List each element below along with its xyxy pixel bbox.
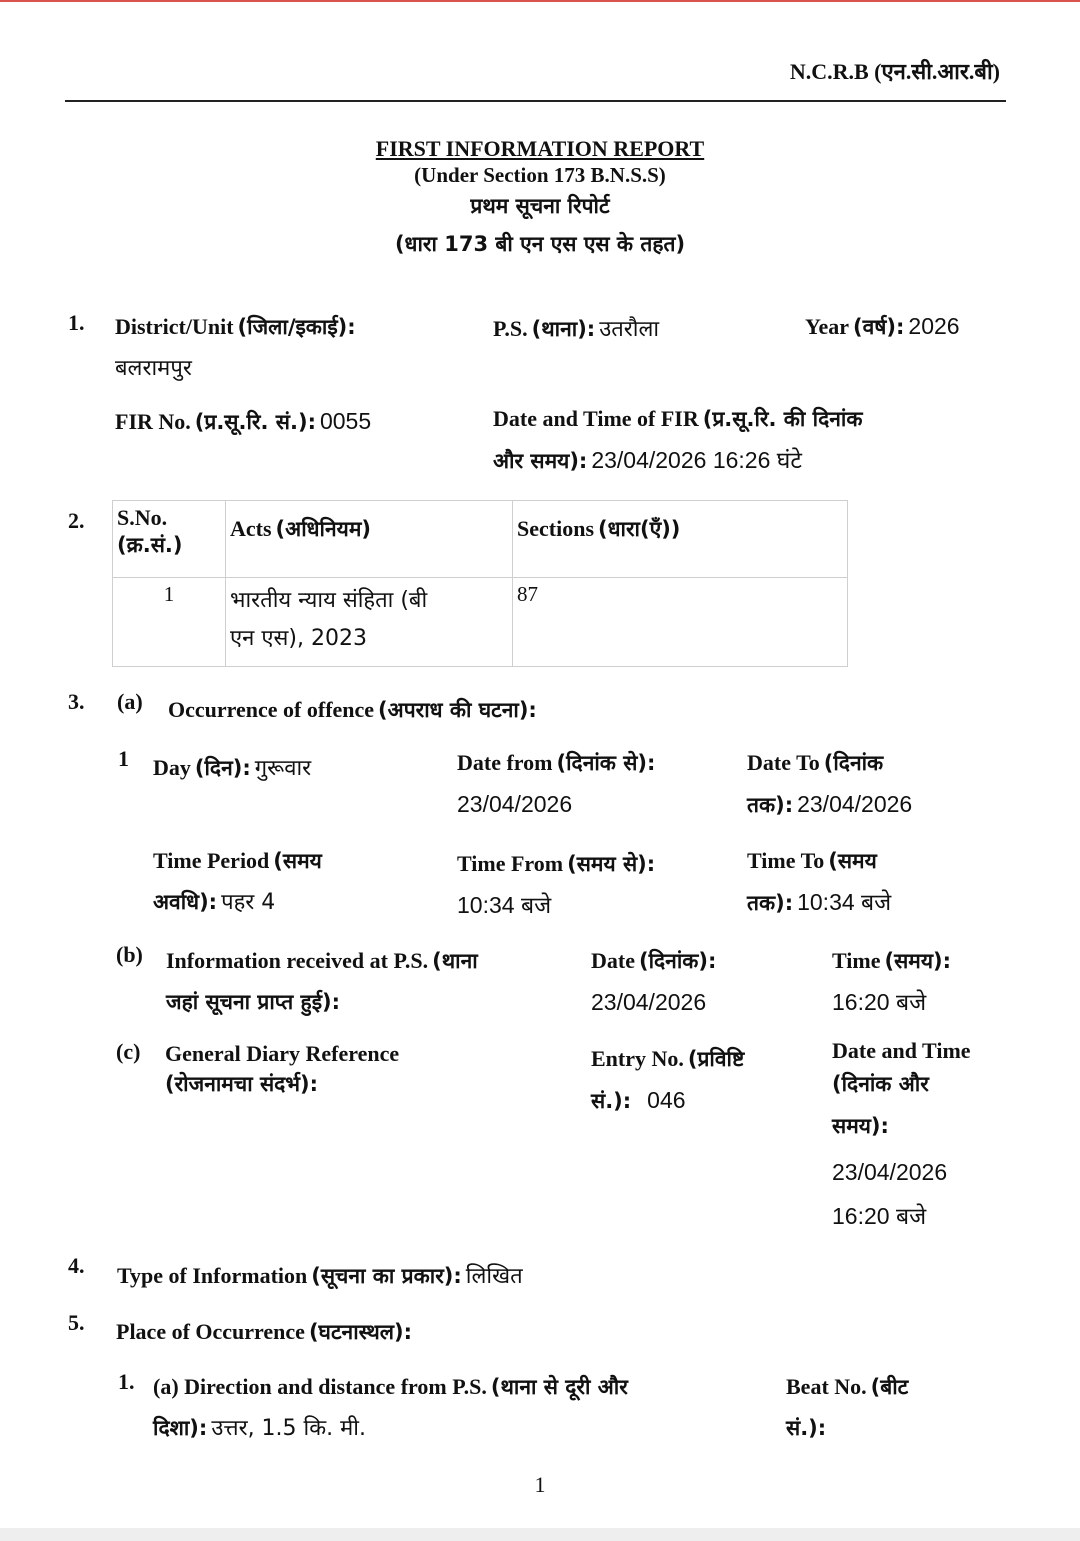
info-received-label: Information received at P.S.	[166, 948, 429, 973]
time-to-label: Time To	[747, 848, 825, 873]
entry-no-value: 046	[647, 1087, 686, 1113]
date-from-value: 23/04/2026	[457, 791, 573, 817]
time-period-label-hi-2: अवधि):	[153, 890, 218, 914]
time-to-label-hi: (समय	[828, 849, 877, 873]
fir-number-field	[115, 408, 371, 436]
info-type-label-hi: (सूचना का प्रकार):	[311, 1264, 462, 1288]
ps-label: P.S.	[493, 316, 528, 341]
col-sno-label-hi: (क्र.सं.)	[117, 533, 183, 557]
time-to-value: 10:34 बजे	[797, 889, 892, 915]
received-date-label: Date	[591, 948, 635, 973]
col-sections-label-hi: (धारा(एँ))	[598, 517, 681, 541]
col-sections-label: Sections	[517, 516, 594, 541]
occurrence-sub-number: 1	[118, 746, 129, 771]
row-sno	[113, 578, 226, 667]
info-received-field	[166, 942, 566, 1021]
time-from-label-hi: (समय से):	[567, 852, 656, 876]
page-number: 1	[534, 1472, 546, 1497]
top-accent-line	[0, 0, 1080, 2]
beat-no-field	[786, 1368, 1006, 1447]
info-type-label: Type of Information	[117, 1263, 308, 1288]
year-label: Year	[805, 314, 849, 339]
received-time-field	[832, 942, 1032, 1021]
row-act	[226, 578, 513, 667]
section-4-number: 4.	[68, 1253, 85, 1278]
time-to-label-hi-2: तक):	[747, 891, 794, 915]
place-sub-number: 1.	[118, 1369, 135, 1394]
section-3b-marker: (b)	[116, 942, 143, 967]
entry-no-field	[591, 1040, 811, 1123]
date-to-field	[747, 744, 1007, 827]
fir-datetime-label-hi: (प्र.सू.रि. की दिनांक	[702, 407, 863, 431]
fir-datetime-label: Date and Time of FIR	[493, 406, 699, 431]
beat-label: Beat No.	[786, 1374, 867, 1399]
info-type-value: लिखित	[465, 1264, 523, 1289]
ps-value: उतरौला	[599, 317, 660, 342]
place-of-occurrence-field	[116, 1318, 412, 1346]
section-3-number: 3.	[68, 689, 85, 714]
diary-datetime-label-hi: (दिनांक और	[832, 1072, 929, 1096]
time-period-field	[153, 842, 443, 924]
received-time-label-hi: (समय):	[884, 949, 952, 973]
row-section-value: 87	[517, 582, 538, 606]
date-from-label-hi: (दिनांक से):	[556, 751, 656, 775]
general-diary-field	[165, 1039, 565, 1099]
title-hi-sub: (धारा 173 बी एन एस एस के तहत)	[394, 232, 686, 256]
title-hi: प्रथम सूचना रिपोर्ट	[470, 194, 610, 218]
district-label-hi: (जिला/इकाई):	[237, 315, 356, 339]
direction-label-hi-2: दिशा):	[153, 1416, 208, 1440]
row-section	[513, 578, 848, 667]
info-received-label-hi: (थाना	[432, 949, 478, 973]
year-value: 2026	[908, 313, 960, 339]
col-sections-header	[513, 501, 848, 578]
district-label: District/Unit	[115, 314, 234, 339]
diary-date-value: 23/04/2026	[832, 1159, 948, 1185]
received-date-value: 23/04/2026	[591, 989, 707, 1015]
received-time-value: 16:20 बजे	[832, 989, 927, 1015]
direction-label-hi: (थाना से दूरी और	[490, 1375, 628, 1399]
col-acts-label-hi: (अधिनियम)	[275, 517, 371, 541]
time-from-label: Time From	[457, 851, 564, 876]
direction-label: (a) Direction and distance from P.S.	[153, 1374, 487, 1399]
ncrb-header	[790, 56, 1000, 86]
direction-distance-field	[153, 1368, 773, 1450]
received-time-label: Time	[832, 948, 881, 973]
row-act-line1: भारतीय न्याय संहिता (बी	[230, 588, 428, 613]
time-to-field	[747, 842, 1007, 925]
info-received-label-hi-2: जहां सूचना प्राप्त हुई):	[166, 990, 341, 1014]
row-sno-value: 1	[163, 582, 175, 606]
time-period-value: पहर 4	[221, 890, 276, 915]
date-to-label: Date To	[747, 750, 820, 775]
entry-no-label-hi: (प्रविष्टि	[687, 1047, 745, 1071]
row-act-line2: एन एस), 2023	[230, 626, 367, 651]
day-label-hi: (दिन):	[194, 756, 251, 780]
district-value: बलरामपुर	[115, 356, 192, 381]
report-title	[0, 136, 1080, 258]
viewer-bottom-bar	[0, 1528, 1080, 1541]
fir-value: 0055	[319, 408, 372, 434]
district-field	[115, 313, 356, 341]
occurrence-title-en: Occurrence of offence	[168, 697, 375, 722]
table-row	[113, 578, 848, 667]
general-diary-label: General Diary Reference	[165, 1041, 400, 1066]
received-date-label-hi: (दिनांक):	[638, 949, 717, 973]
occurrence-title-hi: (अपराध की घटना):	[378, 698, 537, 722]
fir-label-hi: (प्र.सू.रि. सं.):	[194, 410, 316, 434]
ps-field	[493, 313, 659, 343]
entry-no-label-hi-2: सं.):	[591, 1089, 632, 1113]
col-sno-label: S.No.	[117, 505, 168, 530]
section-5-number: 5.	[68, 1310, 85, 1335]
date-from-label: Date from	[457, 750, 553, 775]
received-date-field	[591, 942, 811, 1021]
diary-datetime-label: Date and Time	[832, 1038, 971, 1063]
day-value: गुरूवार	[254, 756, 312, 781]
day-field	[153, 752, 311, 782]
diary-time-value: 16:20 बजे	[832, 1203, 927, 1229]
col-acts-header	[226, 501, 513, 578]
section-3a-marker: (a)	[117, 689, 143, 714]
general-diary-label-hi: (रोजनामचा संदर्भ):	[165, 1072, 319, 1096]
fir-label: FIR No.	[115, 409, 191, 434]
ncrb-label: N.C.R.B (एन.सी.आर.बी)	[789, 59, 1000, 84]
section-2-number: 2.	[68, 508, 85, 533]
col-sno-header	[113, 501, 226, 578]
date-to-label-hi-2: तक):	[747, 793, 794, 817]
year-label-hi: (वर्ष):	[852, 315, 905, 339]
date-from-field	[457, 744, 727, 823]
diary-datetime-label-hi-2: समय):	[832, 1114, 889, 1138]
info-type-field	[117, 1260, 523, 1290]
header-divider	[65, 100, 1006, 102]
section-1-number: 1.	[68, 310, 85, 335]
diary-datetime-field	[832, 1036, 1032, 1238]
date-to-label-hi: (दिनांक	[823, 751, 884, 775]
entry-no-label: Entry No.	[591, 1046, 684, 1071]
place-label: Place of Occurrence	[116, 1319, 305, 1344]
fir-datetime-value: 23/04/2026 16:26 घंटे	[591, 447, 802, 473]
fir-datetime-label-hi-2: और समय):	[493, 449, 588, 473]
date-to-value: 23/04/2026	[797, 791, 913, 817]
acts-table	[112, 500, 848, 667]
day-label: Day	[153, 755, 191, 780]
beat-label-hi-2: सं.):	[786, 1416, 827, 1440]
ps-label-hi: (थाना):	[531, 317, 596, 341]
time-period-label-hi: (समय	[273, 849, 322, 873]
place-label-hi: (घटनास्थल):	[308, 1320, 413, 1344]
fir-datetime-field	[493, 400, 973, 483]
title-en: FIRST INFORMATION REPORT	[375, 136, 705, 161]
col-acts-label: Acts	[230, 516, 272, 541]
time-period-label: Time Period	[153, 848, 270, 873]
occurrence-title	[168, 696, 537, 724]
year-field	[805, 313, 960, 341]
time-from-value: 10:34 बजे	[457, 892, 552, 918]
acts-table-header	[113, 501, 848, 578]
section-3c-marker: (c)	[116, 1039, 141, 1064]
beat-label-hi: (बीट	[870, 1375, 909, 1399]
title-en-sub: (Under Section 173 B.N.S.S)	[414, 163, 666, 187]
time-from-field	[457, 845, 737, 924]
direction-value: उत्तर, 1.5 कि. मी.	[211, 1416, 366, 1441]
